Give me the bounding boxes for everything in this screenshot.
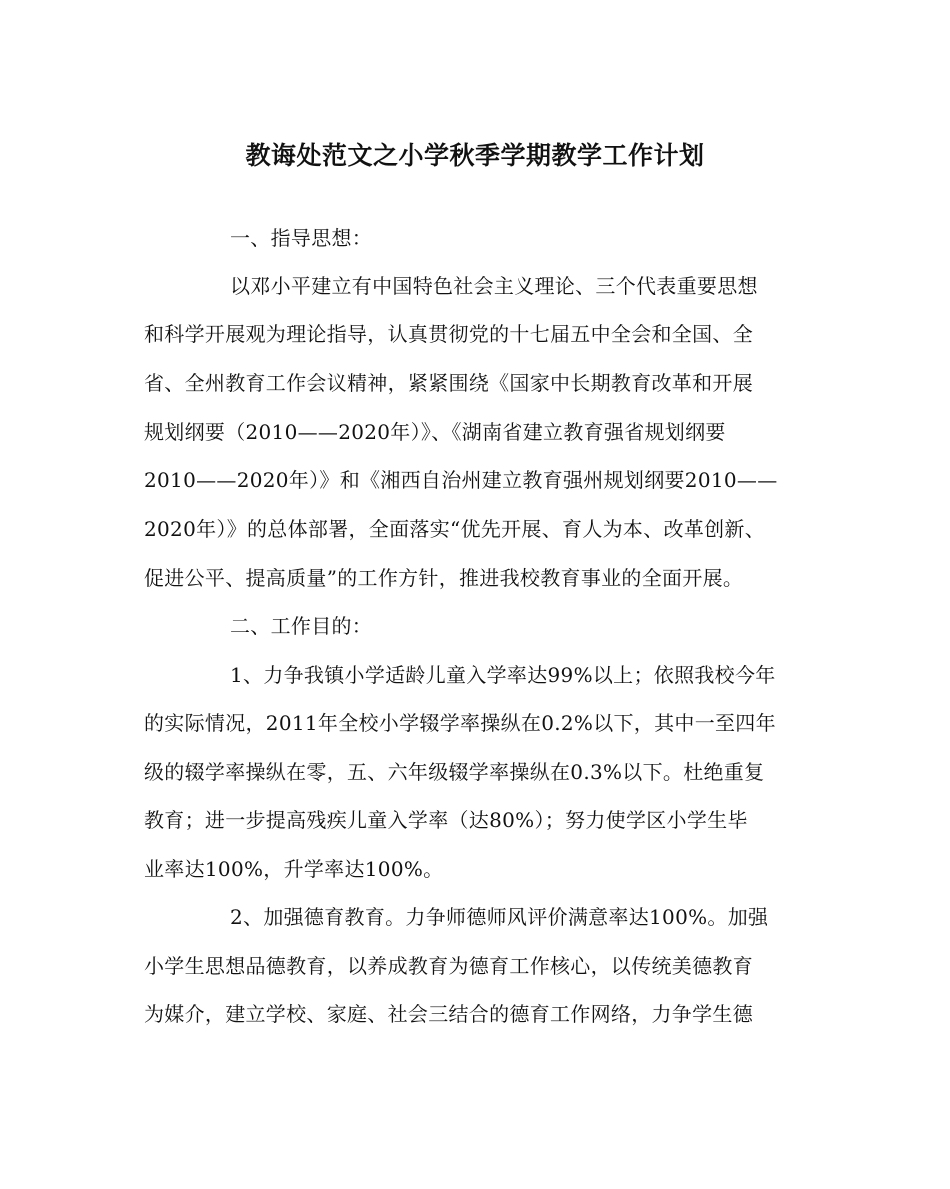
paragraph-line: 省、全州教育工作会议精神，紧紧围绕《国家中长期教育改革和开展 — [144, 371, 753, 395]
paragraph-line: 业率达100%，升学率达100%。 — [144, 857, 444, 881]
paragraph-line: 为媒介，建立学校、家庭、社会三结合的德育工作网络，力争学生德 — [144, 1002, 753, 1026]
section-heading-guiding-thought: 一、指导思想： — [230, 226, 373, 250]
paragraph-line: 促进公平、提高质量”的工作方针，推进我校教育事业的全面开展。 — [144, 566, 744, 590]
paragraph-line: 2010——2020年）》和《湘西自治州建立教育强州规划纲要2010—— — [144, 468, 778, 492]
paragraph-line: 1、力争我镇小学适龄儿童入学率达99%以上；依照我校今年 — [230, 663, 776, 687]
paragraph-line: 教育；进一步提高残疾儿童入学率（达80%）；努力使学区小学生毕 — [144, 808, 748, 832]
paragraph-line: 小学生思想品德教育，以养成教育为德育工作核心，以传统美德教育 — [144, 954, 753, 978]
paragraph-line: 以邓小平建立有中国特色社会主义理论、三个代表重要思想 — [230, 274, 758, 298]
paragraph-line: 规划纲要（2010——2020年）》、《湖南省建立教育强省规划纲要 — [144, 420, 726, 444]
paragraph-line: 2、加强德育教育。力争师德师风评价满意率达100%。加强 — [230, 905, 769, 929]
paragraph-line: 2020年）》的总体部署，全面落实“优先开展、育人为本、改革创新、 — [144, 517, 766, 541]
section-heading-work-goals: 二、工作目的： — [230, 614, 373, 638]
document-title: 教诲处范文之小学秋季学期教学工作计划 — [245, 141, 705, 170]
paragraph-line: 和科学开展观为理论指导，认真贯彻党的十七届五中全会和全国、全 — [144, 322, 753, 346]
paragraph-line: 级的辍学率操纵在零，五、六年级辍学率操纵在0.3%以下。杜绝重复 — [144, 760, 765, 784]
paragraph-line: 的实际情况，2011年全校小学辍学率操纵在0.2%以下，其中一至四年 — [144, 711, 776, 735]
